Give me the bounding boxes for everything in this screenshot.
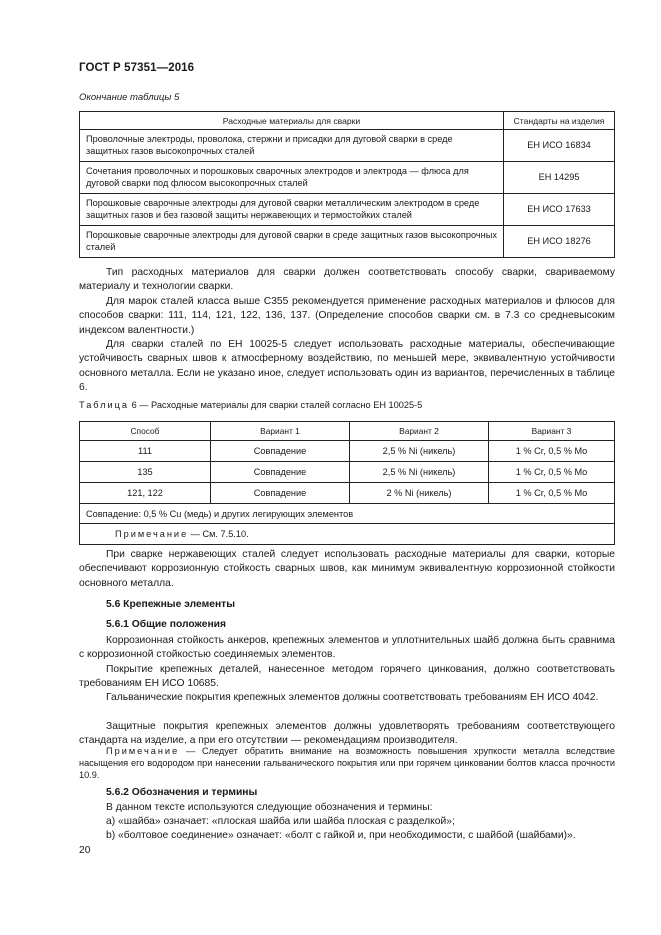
document-header: ГОСТ Р 57351—2016 [79,62,195,74]
table5-standard: ЕН ИСО 18276 [504,226,615,258]
table6-cell: 1 % Cr, 0,5 % Mo [489,441,615,462]
paragraph-galvanizing: Покрытие крепежных деталей, нанесенное методом горячего цинкования, должно соответствовать требованиям ЕН ИСО 10685. [79,664,615,690]
table-row [80,441,615,462]
table6-note-label: Примечание [115,529,189,539]
paragraph-steel-grades: Для марок сталей класса выше С355 рекомендуется применение расходных материалов и флюсов для способов сварки: 111, 114, 121, 122, 136, 137. (Определение способов сварки см. в 7.3 со средневысоким индексом валентности.) [79,296,615,336]
table6-cell: 1 % Cr, 0,5 % Mo [489,483,615,504]
table6-caption-label: Таблица [79,400,130,410]
table5-standard: ЕН 14295 [504,162,615,194]
note-label: Примечание [106,746,180,756]
table-6 [79,421,615,545]
subsection-title-5-6-1: 5.6.1 Общие положения [106,619,226,630]
table-row [80,226,615,258]
table6-footnote: Совпадение: 0,5 % Cu (медь) и других легирующих элементов [80,504,615,524]
paragraph-en10025: Для сварки сталей по ЕН 10025-5 следует использовать расходные материалы, обеспечивающие устойчивость сварных швов к атмосферному воздействию, по меньшей мере, эквивалентную устойчивости основного металла. Если не указано иное, следует использовать один из вариантов, перечисленных в таблице 6. [79,339,615,394]
table6-cell: Совпадение [211,483,350,504]
table6-caption-text: 6 — Расходные материалы для сварки сталей согласно ЕН 10025-5 [131,400,423,410]
paragraph-protective: Защитные покрытия крепежных элементов должны удовлетворять требованиям соответствующего стандарта на изделие, а при его отсутствии — рекомендациям производителя. [79,721,615,747]
table5-header-materials: Расходные материалы для сварки [80,112,504,130]
table6-cell: 2 % Ni (никель) [350,483,489,504]
table6-cell: 111 [80,441,211,462]
table6-cell: 2,5 % Ni (никель) [350,441,489,462]
table6-cell: 1 % Cr, 0,5 % Mo [489,462,615,483]
page-number: 20 [79,845,91,856]
table5-header-standards: Стандарты на изделия [504,112,615,130]
list-item: a) «шайба» означает: «плоская шайба или шайба плоская с разделкой»; [106,816,455,827]
subsection-title-5-6-2: 5.6.2 Обозначения и термины [106,787,258,798]
paragraph-terms-intro: В данном тексте используются следующие обозначения и термины: [106,802,433,813]
paragraph-electroplating: Гальванические покрытия крепежных элементов должны соответствовать требованиям ЕН ИСО 4042. [106,692,599,703]
table6-cell: Совпадение [211,441,350,462]
table6-header: Вариант 2 [350,422,489,441]
table5-standard: ЕН ИСО 17633 [504,194,615,226]
paragraph-consumables-type: Тип расходных материалов для сварки должен соответствовать способу сварки, свариваемому материалу и технологии сварки. [79,267,615,293]
table-row [80,462,615,483]
table-row [80,162,615,194]
table6-header: Способ [80,422,211,441]
table5-caption: Окончание таблицы 5 [79,92,180,103]
table-row [80,483,615,504]
table-5 [79,111,615,258]
table6-note [80,524,615,545]
paragraph-stainless: При сварке нержавеющих сталей следует использовать расходные материалы для сварки, которые обеспечивают коррозионную стойкость сварных швов, как минимум эквивалентную коррозионной стойкости основного металла. [79,549,615,589]
table6-caption [79,400,422,410]
table-row [80,130,615,162]
list-item: b) «болтовое соединение» означает: «болт с гайкой и, при необходимости, с шайбой (шайбами)». [106,830,576,841]
table5-material: Порошковые сварочные электроды для дуговой сварки металлическим электродом в среде защитных газов и без газовой защиты нержавеющих и термостойких сталей [80,194,504,226]
table5-material: Проволочные электроды, проволока, стержни и присадки для дуговой сварки в среде защитных газов высокопрочных сталей [80,130,504,162]
paragraph-corrosion: Коррозионная стойкость анкеров, крепежных элементов и уплотнительных шайб должна быть сравнима с коррозионной стойкостью соединяемых элементов. [79,635,615,661]
table6-cell: 135 [80,462,211,483]
table5-material: Сочетания проволочных и порошковых сварочных электродов и электрода — флюса для дуговой сварки под флюсом высокопрочных сталей [80,162,504,194]
table5-standard: ЕН ИСО 16834 [504,130,615,162]
table6-note-text: — См. 7.5.10. [188,529,249,539]
section-title-5-6: 5.6 Крепежные элементы [106,599,236,610]
table6-cell: Совпадение [211,462,350,483]
table6-cell: 121, 122 [80,483,211,504]
table6-cell: 2,5 % Ni (никель) [350,462,489,483]
note-text: — Следует обратить внимание на возможность повышения хрупкости металла вследствие насыщения его водородом при нанесении гальванического покрытия или при горячем цинковании болтов класса прочности 10.9. [79,746,615,781]
table6-header: Вариант 3 [489,422,615,441]
table6-header: Вариант 1 [211,422,350,441]
note-hydrogen [79,745,615,782]
table5-material: Порошковые сварочные электроды для дуговой сварки в среде защитных газов высокопрочных сталей [80,226,504,258]
table-row [80,194,615,226]
